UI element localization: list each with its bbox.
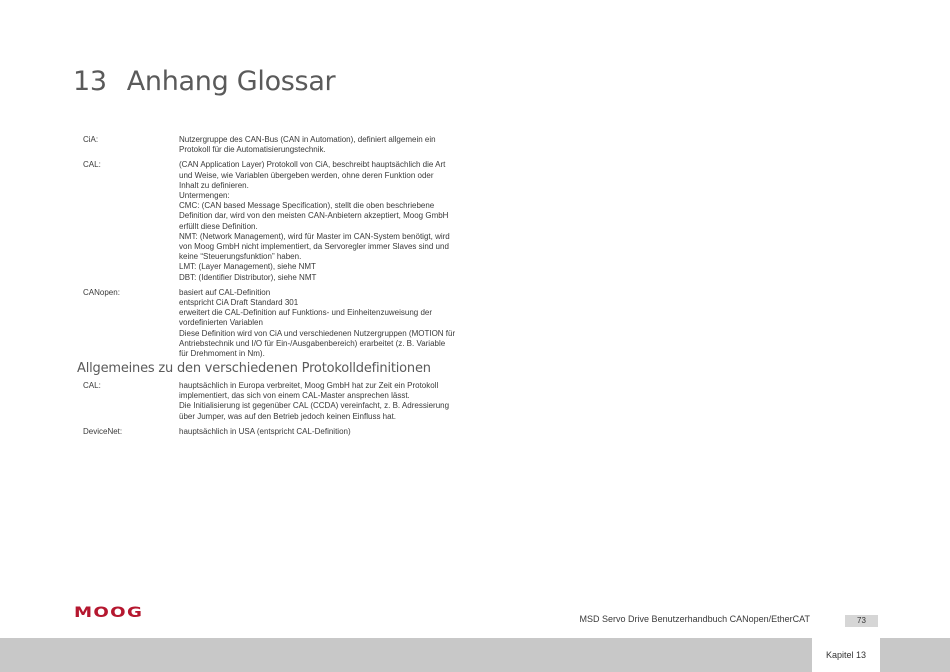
glossary-term: CiA: bbox=[83, 135, 99, 144]
definition-line: LMT: (Layer Management), siehe NMT bbox=[179, 262, 316, 272]
glossary-term: DeviceNet: bbox=[83, 426, 123, 436]
glossary-definition bbox=[179, 160, 453, 282]
definition-line: von Moog GmbH nicht implementiert, da Servoregler immer Slaves sind und bbox=[179, 242, 449, 252]
definition-line: Die Initialisierung ist gegenüber CAL (CCDA) vereinfacht, z. B. Adressierung bbox=[179, 401, 450, 411]
definition-line: für Drehmoment in Nm). bbox=[179, 349, 265, 359]
definition-line: Untermengen: bbox=[179, 191, 230, 201]
glossary-term: CAL: bbox=[83, 160, 101, 170]
protocol-entry-devicenet bbox=[83, 427, 453, 437]
definition-line: und Weise, wie Variablen übergeben werden, ohne deren Funktion oder bbox=[179, 170, 434, 180]
page-number: 73 bbox=[845, 615, 878, 627]
definition-line: CMC: (CAN based Message Specification), stellt die oben beschriebene bbox=[179, 201, 435, 211]
definition-line: hauptsächlich in Europa verbreitet, Moog GmbH hat zur Zeit ein Protokoll bbox=[179, 381, 439, 390]
definition-line: keine “Steuerungsfunktion” haben. bbox=[179, 252, 302, 262]
protocol-entry-cal bbox=[83, 381, 453, 422]
moog-logo: MOOG bbox=[74, 605, 144, 621]
footer-bar bbox=[0, 638, 950, 672]
chapter-tab: Kapitel 13 bbox=[812, 638, 880, 672]
definition-line: Definition dar, wird von den meisten CAN-Anbietern akzeptiert, Moog GmbH bbox=[179, 211, 449, 221]
definition-line: Antriebstechnik und I/O für Ein-/Ausgabenbereich) erarbeitet (z. B. Variable bbox=[179, 338, 446, 348]
chapter-title bbox=[73, 66, 335, 97]
definition-line: Inhalt zu definieren. bbox=[179, 180, 249, 190]
definition-line: implementiert, das sich von einem CAL-Master ansprechen lässt. bbox=[179, 391, 410, 401]
glossary-list bbox=[83, 135, 456, 364]
glossary-definition bbox=[179, 287, 456, 359]
chapter-title-text: Anhang Glossar bbox=[126, 66, 336, 97]
definition-line: NMT: (Network Management), wird für Master im CAN-System benötigt, wird bbox=[179, 231, 450, 241]
glossary-entry-cal bbox=[83, 160, 453, 282]
glossary-definition bbox=[179, 427, 453, 437]
definition-line: (CAN Application Layer) Protokoll von CiA, beschreibt hauptsächlich die Art bbox=[179, 160, 446, 170]
glossary-entry-canopen bbox=[83, 287, 456, 359]
glossary-entry-cia bbox=[83, 135, 453, 155]
definition-line: entspricht CiA Draft Standard 301 bbox=[179, 298, 299, 308]
section-heading: Allgemeines zu den verschiedenen Protokolldefinitionen bbox=[77, 361, 431, 376]
glossary-term: CAL: bbox=[83, 381, 101, 390]
glossary-definition bbox=[179, 381, 453, 422]
definition-line: Diese Definition wird von CiA und verschiedenen Nutzergruppen (MOTION für bbox=[179, 328, 456, 338]
definition-line: über Jumper, was auf den Betrieb jedoch keinen Einfluss hat. bbox=[179, 411, 397, 421]
definition-line: DBT: (Identifier Distributor), siehe NMT bbox=[179, 272, 317, 282]
manual-title: MSD Servo Drive Benutzerhandbuch CANopen/EtherCAT bbox=[579, 614, 810, 624]
glossary-term: CANopen: bbox=[83, 287, 120, 297]
definition-line: erweitert die CAL-Definition auf Funktions- und Einheitenzuweisung der bbox=[179, 308, 433, 318]
definition-line: Protokoll für die Automatisierungstechnik. bbox=[179, 145, 326, 155]
definition-line: vordefinierten Variablen bbox=[179, 318, 263, 328]
definition-line: basiert auf CAL-Definition bbox=[179, 287, 271, 297]
protocol-definition-list bbox=[83, 381, 453, 442]
chapter-number: 13 bbox=[73, 66, 107, 97]
definition-line: erfüllt diese Definition. bbox=[179, 221, 258, 231]
definition-line: Nutzergruppe des CAN-Bus (CAN in Automation), definiert allgemein ein bbox=[179, 135, 436, 144]
glossary-definition bbox=[179, 135, 453, 155]
definition-line: hauptsächlich in USA (entspricht CAL-Definition) bbox=[179, 426, 351, 436]
